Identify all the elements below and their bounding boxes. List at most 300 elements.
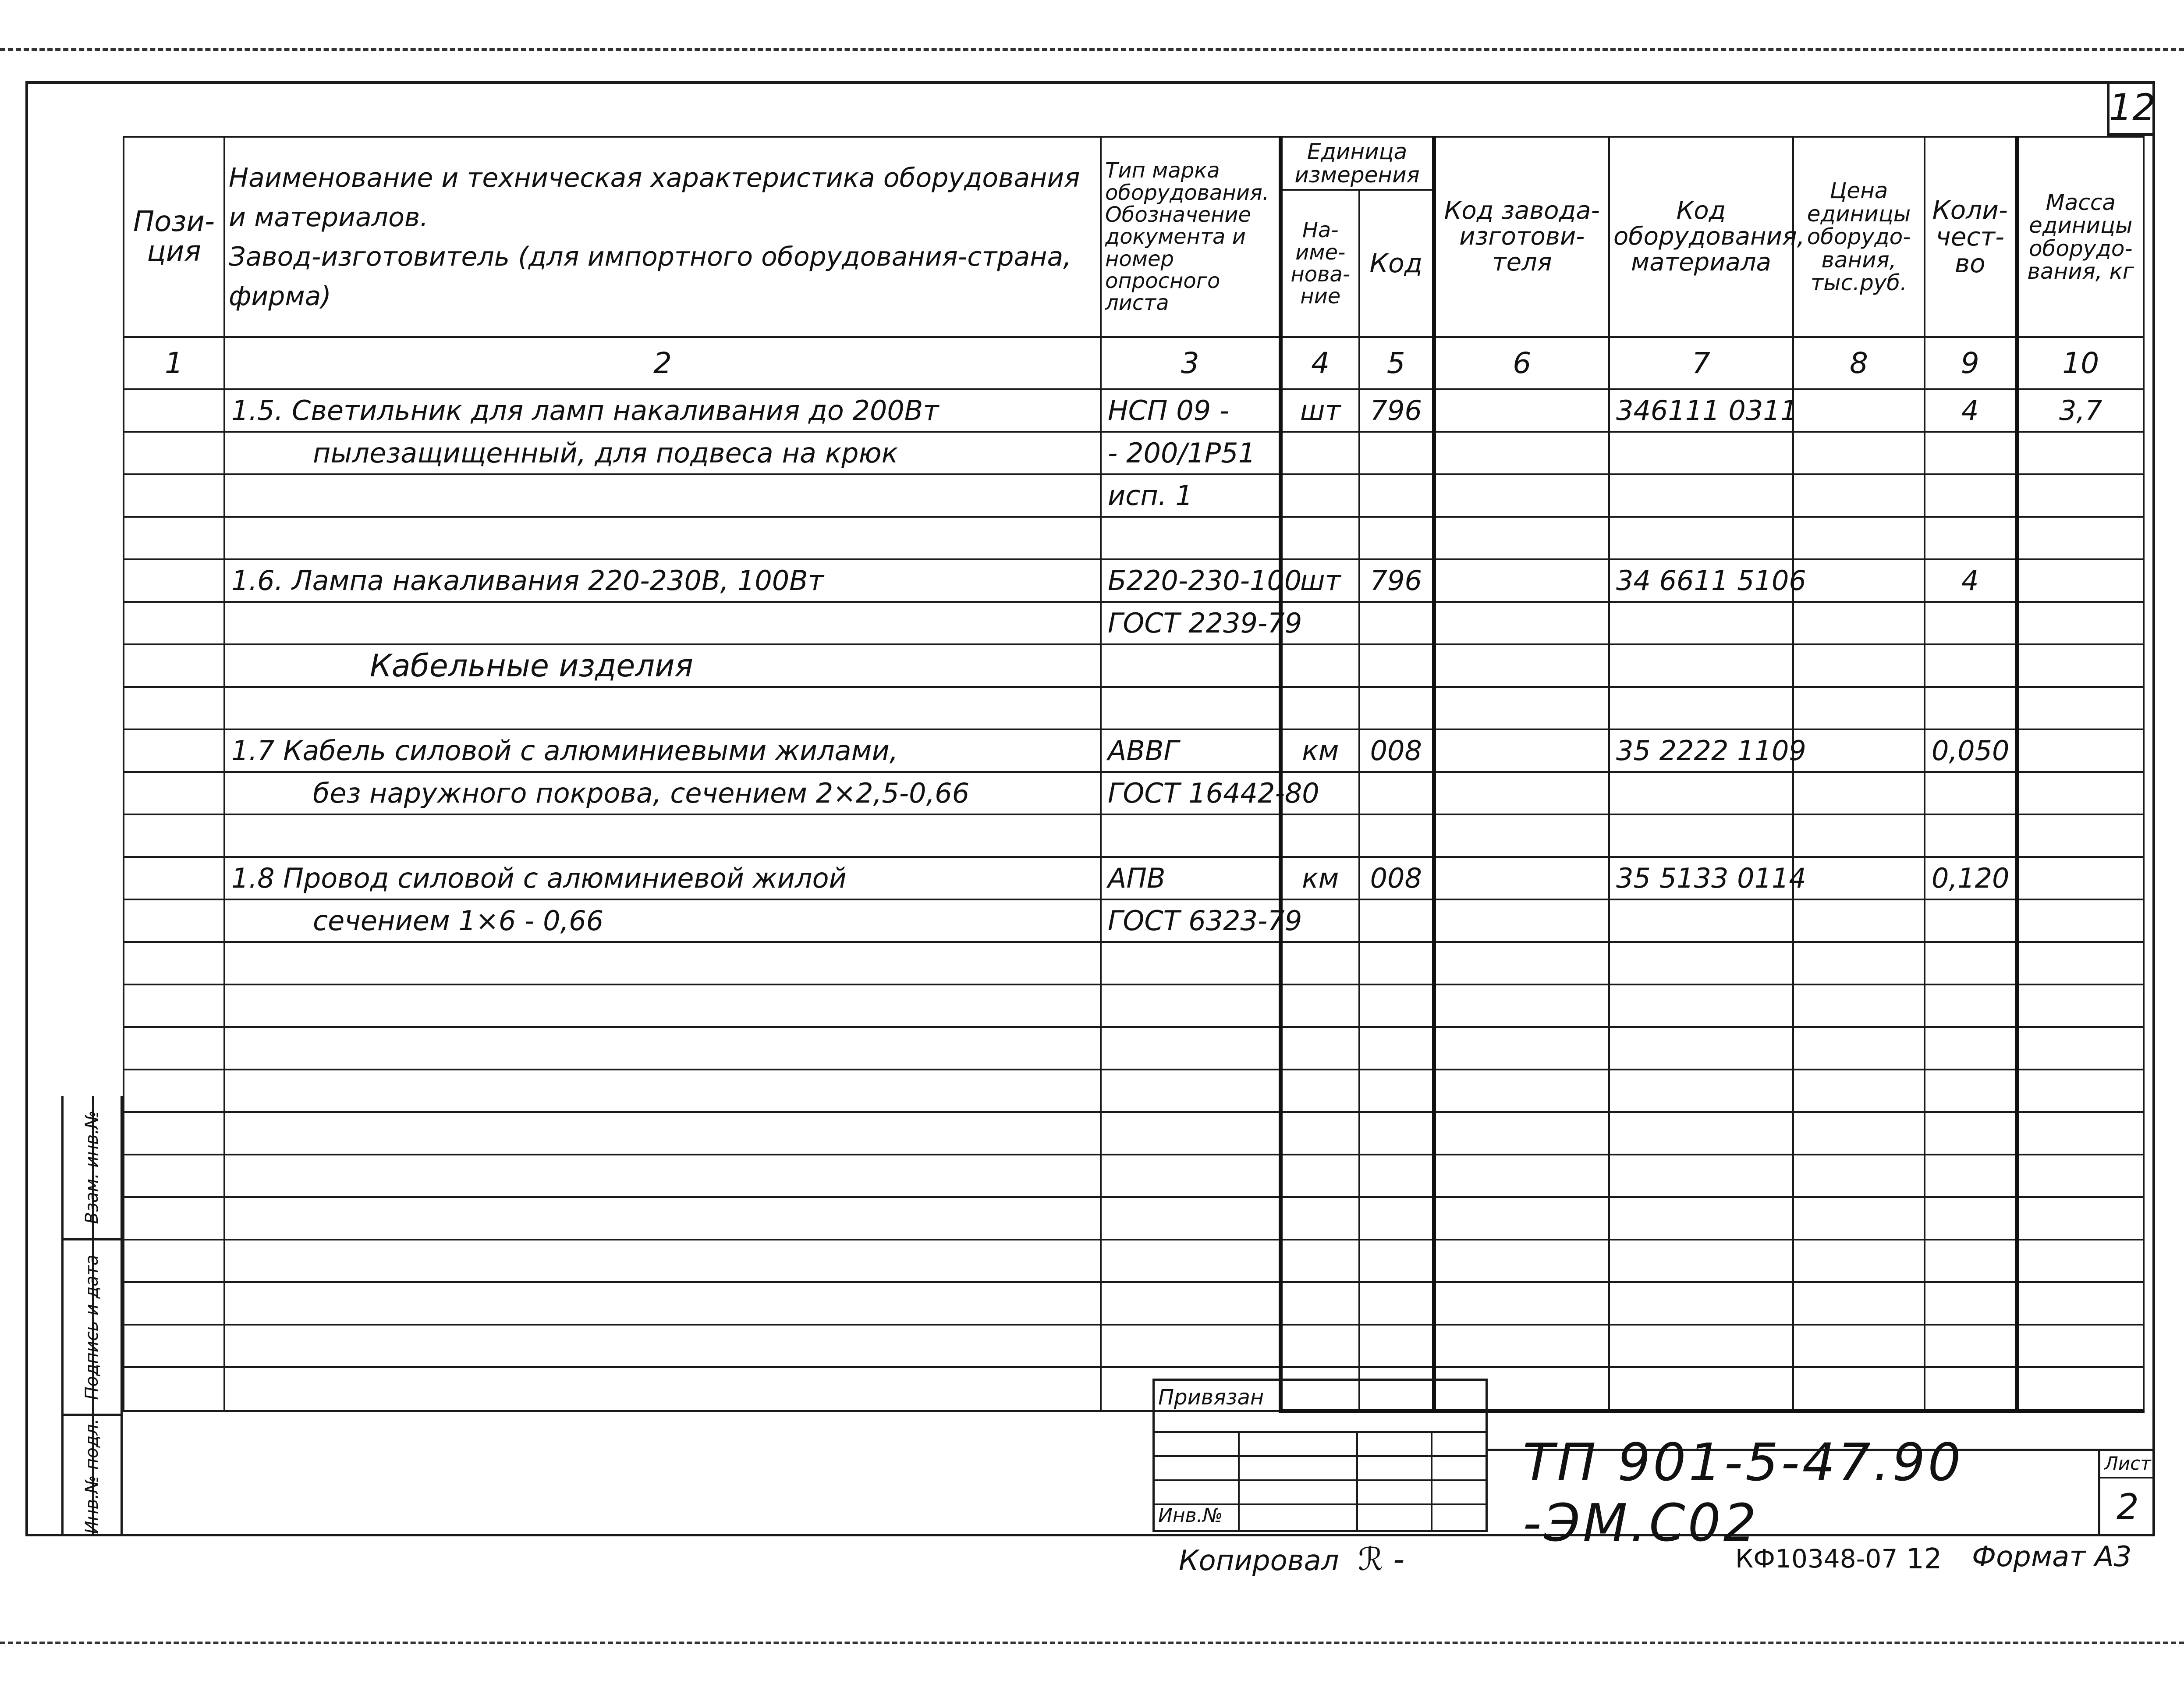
cell-type <box>1101 1282 1280 1325</box>
table-cell <box>124 1027 224 1070</box>
section-heading: Кабельные изделия <box>224 644 1101 687</box>
header-unit-group: Единица измерения <box>1280 137 1434 190</box>
cell-unit-code <box>1359 474 1434 517</box>
cell-qty <box>1925 474 2017 517</box>
table-cell <box>1434 899 1609 942</box>
cell-code <box>1609 942 1793 984</box>
table-row <box>124 942 2144 984</box>
cell-mass <box>2017 772 2144 814</box>
table-cell <box>124 1197 224 1240</box>
specification-table <box>123 136 2134 1354</box>
cell-position <box>124 644 224 687</box>
table-row <box>124 1282 2144 1325</box>
table-cell <box>1793 899 1925 942</box>
cell-code <box>1609 1325 1793 1367</box>
side-cell-podpis <box>64 1240 121 1416</box>
table-cell <box>1793 729 1925 772</box>
table-cell <box>1434 644 1609 687</box>
cell-unit <box>1280 942 1359 984</box>
cell-mass <box>2017 729 2144 772</box>
cell-code <box>1609 1197 1793 1240</box>
table-row <box>124 517 2144 559</box>
table-cell <box>124 602 224 644</box>
cell-type: ГОСТ 6323-79 <box>1101 899 1280 942</box>
table-cell <box>1434 474 1609 517</box>
cell-code <box>1609 687 1793 729</box>
cell-type: ГОСТ 2239-79 <box>1101 602 1280 644</box>
cell-name: 1.8 Провод силовой с алюминиевой жилой <box>224 857 1101 899</box>
table-cell <box>1793 814 1925 857</box>
header-factory-code: Код завода-изготови-теля <box>1434 137 1609 337</box>
header-name-line1: Наименование и техническая характеристика оборудования и материалов. <box>229 162 1080 233</box>
table-cell <box>1793 984 1925 1027</box>
table-cell <box>1434 1112 1609 1155</box>
cell-unit <box>1280 1027 1359 1070</box>
header-name-line2: Завод-изготовитель (для импортного оборудования-страна, фирма) <box>229 241 1072 312</box>
cell-unit-code <box>1359 1325 1434 1367</box>
binding-stamp <box>1152 1379 1488 1532</box>
cell-qty <box>1925 814 2017 857</box>
cell-type <box>1101 517 1280 559</box>
table-cell <box>124 389 224 432</box>
table-row <box>124 1112 2144 1155</box>
table-cell <box>1434 432 1609 474</box>
header-equipment-code: Код оборудования, материала <box>1609 137 1793 337</box>
cell-mass <box>2017 1070 2144 1112</box>
cell-name <box>224 602 1101 644</box>
cell-unit-code <box>1359 1027 1434 1070</box>
cell-name <box>224 1240 1101 1282</box>
cell-qty <box>1925 602 2017 644</box>
cell-unit-code <box>1359 814 1434 857</box>
table-cell <box>2017 644 2144 687</box>
cell-code <box>1609 984 1793 1027</box>
cell-qty <box>1925 1367 2017 1411</box>
table-cell <box>124 687 224 729</box>
sheet-number: 12 <box>2107 81 2155 136</box>
table-cell <box>124 984 224 1027</box>
cell-unit <box>1280 432 1359 474</box>
top-cut-line <box>0 48 2184 51</box>
cell-name <box>224 814 1101 857</box>
side-label-vzam: Взам. инв.№ <box>82 1110 102 1224</box>
cell-qty <box>1925 984 2017 1027</box>
table-cell <box>1793 1197 1925 1240</box>
cell-type <box>1101 1325 1280 1367</box>
column-number-row <box>124 337 2144 389</box>
table-cell <box>1359 644 1434 687</box>
stamp-line <box>1155 1479 1486 1481</box>
cell-unit-code <box>1359 1070 1434 1112</box>
cell-qty: 0,050 <box>1925 729 2017 772</box>
table-row <box>124 687 2144 729</box>
cell-unit: шт <box>1280 389 1359 432</box>
format-label: Формат А3 <box>1972 1541 2132 1573</box>
cell-mass <box>2017 474 2144 517</box>
table-row <box>124 814 2144 857</box>
table-cell <box>1793 389 1925 432</box>
table-cell <box>124 1155 224 1197</box>
side-label-podpis: Подпись и дата <box>82 1254 102 1400</box>
table-cell <box>1793 517 1925 559</box>
cell-mass: 3,7 <box>2017 389 2144 432</box>
cell-mass <box>2017 814 2144 857</box>
table-row <box>124 984 2144 1027</box>
cell-unit-code <box>1359 687 1434 729</box>
table-cell <box>124 1112 224 1155</box>
table-cell <box>1793 687 1925 729</box>
column-number: 4 <box>1280 337 1359 389</box>
table-cell <box>1434 602 1609 644</box>
sheet-value: 2 <box>2117 1486 2139 1527</box>
table-cell <box>124 942 224 984</box>
cell-mass <box>2017 857 2144 899</box>
cell-unit: км <box>1280 857 1359 899</box>
cell-unit <box>1280 517 1359 559</box>
cell-unit-code <box>1359 1282 1434 1325</box>
table-row <box>124 474 2144 517</box>
cell-type: Б220-230-100 <box>1101 559 1280 602</box>
copied-signature: ℛ - <box>1348 1541 1405 1578</box>
table-row <box>124 857 2144 899</box>
table-cell <box>1434 729 1609 772</box>
cell-mass <box>2017 1112 2144 1155</box>
table-cell <box>1793 1027 1925 1070</box>
side-approval-strip <box>61 1096 123 1536</box>
header-price: Цена единицы оборудо-вания, тыс.руб. <box>1793 137 1925 337</box>
cell-unit-code <box>1359 432 1434 474</box>
side-cell-inv <box>64 1416 121 1536</box>
table-row <box>124 1155 2144 1197</box>
table-cell <box>1925 644 2017 687</box>
cell-name <box>224 984 1101 1027</box>
cell-mass <box>2017 899 2144 942</box>
cell-qty <box>1925 687 2017 729</box>
table-row <box>124 729 2144 772</box>
cell-type <box>1101 1070 1280 1112</box>
table-row <box>124 389 2144 432</box>
cell-unit-code: 008 <box>1359 729 1434 772</box>
table-cell <box>1793 1325 1925 1367</box>
cell-type <box>1101 1155 1280 1197</box>
cell-unit-code: 796 <box>1359 559 1434 602</box>
cell-type <box>1101 1112 1280 1155</box>
cell-name <box>224 1155 1101 1197</box>
table-cell <box>1434 857 1609 899</box>
cell-type: - 200/1Р51 <box>1101 432 1280 474</box>
table-cell <box>124 1367 224 1411</box>
table-row <box>124 602 2144 644</box>
cell-type <box>1101 1197 1280 1240</box>
cell-type: исп. 1 <box>1101 474 1280 517</box>
table-cell <box>124 1325 224 1367</box>
table-cell <box>1793 772 1925 814</box>
cell-unit <box>1280 1155 1359 1197</box>
cell-code: 34 6611 5106 <box>1609 559 1793 602</box>
table-row <box>124 899 2144 942</box>
cell-mass <box>2017 1155 2144 1197</box>
table-cell <box>124 432 224 474</box>
column-number: 9 <box>1925 337 2017 389</box>
cell-mass <box>2017 1282 2144 1325</box>
cell-unit-code <box>1359 942 1434 984</box>
cell-type <box>1101 984 1280 1027</box>
column-number: 7 <box>1609 337 1793 389</box>
cell-unit-code <box>1359 602 1434 644</box>
table-cell <box>124 1240 224 1282</box>
table-row <box>124 559 2144 602</box>
table-cell <box>1434 1240 1609 1282</box>
cell-name <box>224 1325 1101 1367</box>
table-row <box>124 432 2144 474</box>
cell-mass <box>2017 1367 2144 1411</box>
table-cell <box>1434 1325 1609 1367</box>
sheet-label: Лист <box>2100 1453 2155 1478</box>
header-name <box>224 137 1101 337</box>
cell-code <box>1609 432 1793 474</box>
cell-unit <box>1280 984 1359 1027</box>
table-cell <box>1434 559 1609 602</box>
footer-page: 12 <box>1906 1543 1942 1575</box>
cell-qty <box>1925 1282 2017 1325</box>
cell-name <box>224 942 1101 984</box>
table-cell <box>1793 432 1925 474</box>
table-cell <box>1434 772 1609 814</box>
cell-qty <box>1925 432 2017 474</box>
table-row <box>124 1367 2144 1411</box>
column-number: 8 <box>1793 337 1925 389</box>
sheet-box <box>2098 1449 2155 1534</box>
cell-type <box>1101 1240 1280 1282</box>
cell-qty <box>1925 1325 2017 1367</box>
cell-unit-code <box>1359 1197 1434 1240</box>
cell-qty <box>1925 1070 2017 1112</box>
cell-code <box>1609 814 1793 857</box>
cell-mass <box>2017 942 2144 984</box>
cell-code <box>1609 474 1793 517</box>
column-number: 3 <box>1101 337 1280 389</box>
cell-name <box>224 1367 1101 1411</box>
cell-unit-code: 008 <box>1359 857 1434 899</box>
cell-unit-code <box>1359 899 1434 942</box>
table-row <box>124 1070 2144 1112</box>
cell-mass <box>2017 517 2144 559</box>
cell-mass <box>2017 1325 2144 1367</box>
table-cell <box>1280 644 1359 687</box>
cell-name <box>224 517 1101 559</box>
cell-code <box>1609 1112 1793 1155</box>
cell-name <box>224 1197 1101 1240</box>
cell-name: пылезащищенный, для подвеса на крюк <box>224 432 1101 474</box>
table-row <box>124 1240 2144 1282</box>
header-position: Пози-ция <box>124 137 224 337</box>
cell-qty <box>1925 942 2017 984</box>
cell-qty <box>1925 1027 2017 1070</box>
table-cell <box>1793 1155 1925 1197</box>
side-cell-vzam <box>64 1096 121 1240</box>
cell-qty <box>1925 772 2017 814</box>
cell-unit-code <box>1359 1155 1434 1197</box>
column-number: 5 <box>1359 337 1434 389</box>
column-number: 6 <box>1434 337 1609 389</box>
table-cell <box>1434 1282 1609 1325</box>
column-number: 2 <box>224 337 1101 389</box>
cell-unit <box>1280 1282 1359 1325</box>
header-unit-code: Код <box>1359 190 1434 337</box>
copied-label: Копировал <box>1179 1545 1339 1577</box>
stamp-line <box>1155 1455 1486 1457</box>
table-cell <box>1434 687 1609 729</box>
cell-mass <box>2017 1027 2144 1070</box>
table-cell <box>1434 984 1609 1027</box>
cell-name: 1.7 Кабель силовой с алюминиевыми жилами, <box>224 729 1101 772</box>
table-cell <box>1434 942 1609 984</box>
cell-code: 346111 0311 <box>1609 389 1793 432</box>
table-cell <box>1793 559 1925 602</box>
table-cell <box>1609 644 1793 687</box>
table-cell <box>1793 1070 1925 1112</box>
table-cell <box>124 899 224 942</box>
cell-name <box>224 1112 1101 1155</box>
cell-type <box>1101 687 1280 729</box>
cell-name <box>224 1070 1101 1112</box>
cell-mass <box>2017 1197 2144 1240</box>
cell-mass <box>2017 687 2144 729</box>
cell-qty <box>1925 517 2017 559</box>
cell-name: 1.5. Светильник для ламп накаливания до 200Вт <box>224 389 1101 432</box>
cell-unit-code: 796 <box>1359 389 1434 432</box>
cell-unit <box>1280 1070 1359 1112</box>
cell-code <box>1609 1027 1793 1070</box>
cell-unit <box>1280 687 1359 729</box>
cell-type: АВВГ <box>1101 729 1280 772</box>
table-row <box>124 1197 2144 1240</box>
cell-type: АПВ <box>1101 857 1280 899</box>
table-cell <box>1101 644 1280 687</box>
header-mass: Масса единицы оборудо-вания, кг <box>2017 137 2144 337</box>
table-cell <box>124 1070 224 1112</box>
cell-type <box>1101 942 1280 984</box>
cell-unit-code <box>1359 517 1434 559</box>
cell-qty <box>1925 1240 2017 1282</box>
cell-name <box>224 474 1101 517</box>
copied-by <box>1179 1541 1404 1578</box>
cell-code <box>1609 602 1793 644</box>
table-cell <box>1434 517 1609 559</box>
cell-unit <box>1280 1325 1359 1367</box>
header-quantity: Коли-чест-во <box>1925 137 2017 337</box>
table-cell <box>1793 602 1925 644</box>
table-cell <box>1793 1282 1925 1325</box>
cell-unit-code <box>1359 984 1434 1027</box>
cell-qty <box>1925 899 2017 942</box>
cell-mass <box>2017 432 2144 474</box>
cell-unit: км <box>1280 729 1359 772</box>
document-designation: ТП 901-5-47.90 -ЭМ.С02 <box>1488 1449 2101 1534</box>
table-cell <box>124 729 224 772</box>
cell-code <box>1609 899 1793 942</box>
table-row <box>124 772 2144 814</box>
side-label-inv: Инв.№ подл. <box>82 1418 102 1534</box>
table-cell <box>1434 1070 1609 1112</box>
stamp-inv-no: Инв.№ <box>1158 1504 1223 1527</box>
cell-unit-code <box>1359 1240 1434 1282</box>
cell-code <box>1609 1240 1793 1282</box>
table-cell <box>1793 857 1925 899</box>
table-row <box>124 644 2144 687</box>
stamp-vline <box>1238 1431 1240 1530</box>
cell-mass <box>2017 559 2144 602</box>
cell-unit <box>1280 1197 1359 1240</box>
cell-code <box>1609 1367 1793 1411</box>
table-cell <box>124 1282 224 1325</box>
cell-unit-code <box>1359 772 1434 814</box>
cell-unit <box>1280 1112 1359 1155</box>
cell-type <box>1101 814 1280 857</box>
cell-code <box>1609 772 1793 814</box>
cell-code <box>1609 1155 1793 1197</box>
table-cell <box>1434 1027 1609 1070</box>
table-cell <box>1434 1155 1609 1197</box>
cell-qty <box>1925 1155 2017 1197</box>
cell-code: 35 5133 0114 <box>1609 857 1793 899</box>
cell-qty: 4 <box>1925 559 2017 602</box>
table-cell <box>1793 1367 1925 1411</box>
cell-name <box>224 1027 1101 1070</box>
table-cell <box>1793 1240 1925 1282</box>
header-unit-name: На-име-нова-ние <box>1280 190 1359 337</box>
table-cell <box>124 814 224 857</box>
table-cell <box>1434 814 1609 857</box>
column-number: 10 <box>2017 337 2144 389</box>
cell-unit <box>1280 1240 1359 1282</box>
cell-name <box>224 1282 1101 1325</box>
table-row <box>124 1325 2144 1367</box>
cell-code <box>1609 1282 1793 1325</box>
cell-name: без наружного покрова, сечением 2×2,5-0,66 <box>224 772 1101 814</box>
cell-type: ГОСТ 16442-80 <box>1101 772 1280 814</box>
cell-mass <box>2017 1240 2144 1282</box>
cell-type: НСП 09 - <box>1101 389 1280 432</box>
table-cell <box>124 772 224 814</box>
table-cell <box>124 517 224 559</box>
cell-qty <box>1925 1197 2017 1240</box>
cell-code <box>1609 517 1793 559</box>
cell-qty: 4 <box>1925 389 2017 432</box>
table-cell <box>124 559 224 602</box>
cell-mass <box>2017 602 2144 644</box>
cell-unit <box>1280 474 1359 517</box>
cell-name: сечением 1×6 - 0,66 <box>224 899 1101 942</box>
cell-type <box>1101 1027 1280 1070</box>
cell-name: 1.6. Лампа накаливания 220-230В, 100Вт <box>224 559 1101 602</box>
table-cell <box>1434 1197 1609 1240</box>
stamp-vline <box>1356 1431 1358 1530</box>
table-cell <box>124 857 224 899</box>
table-row <box>124 1027 2144 1070</box>
stamp-privyazan: Привязан <box>1158 1385 1264 1410</box>
cell-mass <box>2017 984 2144 1027</box>
cell-unit <box>1280 814 1359 857</box>
cell-unit: шт <box>1280 559 1359 602</box>
cell-code: 35 2222 1109 <box>1609 729 1793 772</box>
cell-qty <box>1925 1112 2017 1155</box>
column-number: 1 <box>124 337 224 389</box>
table-cell <box>1434 389 1609 432</box>
bottom-cut-line <box>0 1642 2184 1644</box>
table-cell <box>1793 474 1925 517</box>
header-type: Тип марка оборудования. Обозначение документа и номер опросного листа <box>1101 137 1280 337</box>
